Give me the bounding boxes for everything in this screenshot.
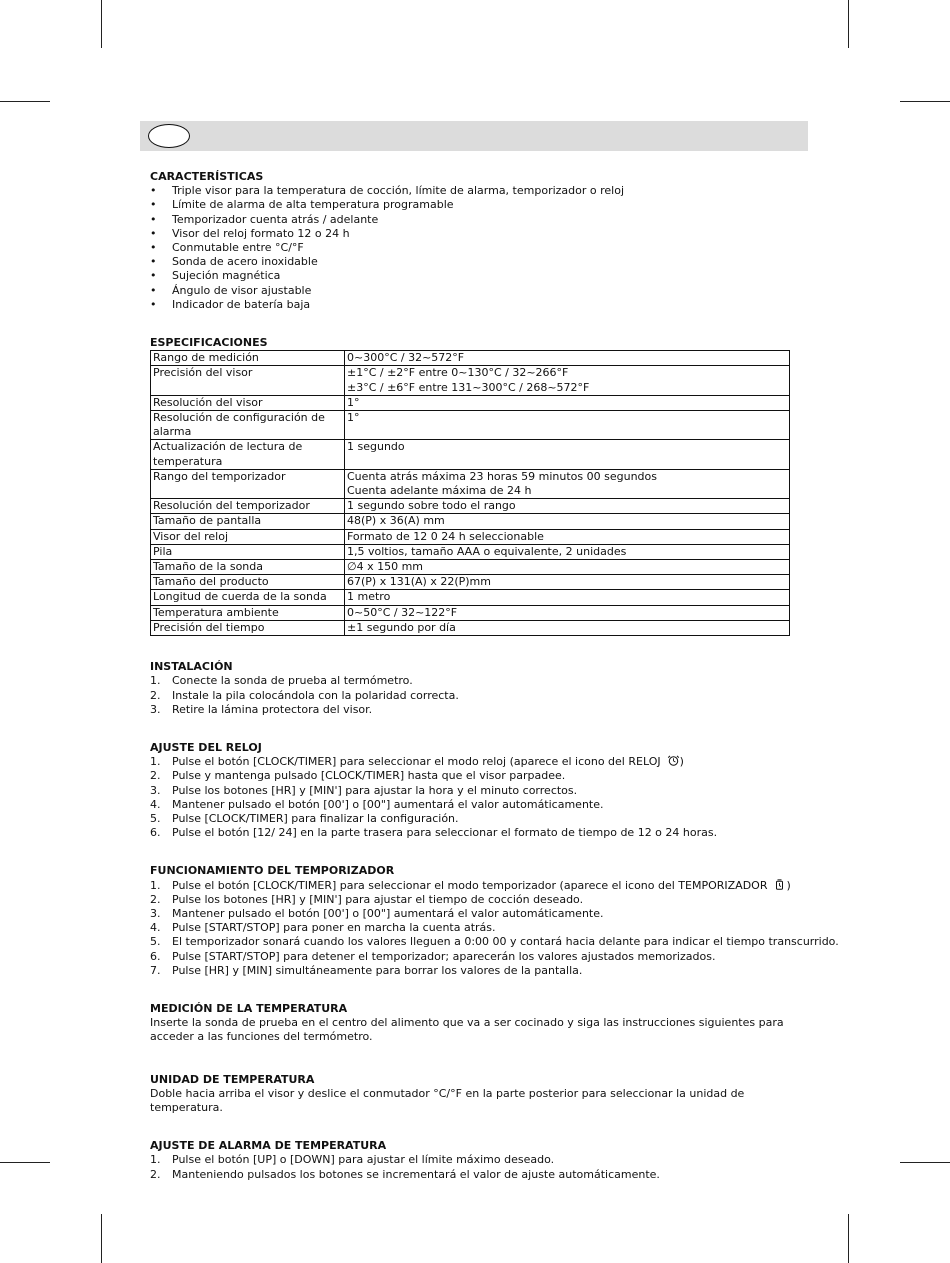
- step-number: 6.: [150, 826, 161, 840]
- step-number: 6.: [150, 949, 161, 963]
- bullet-mark: •: [150, 184, 157, 198]
- spec-value: 0~300°C / 32~572°F: [345, 351, 790, 366]
- specs-section: [150, 336, 790, 636]
- spec-row: [151, 469, 790, 498]
- step-number: 2.: [150, 769, 161, 783]
- feature-item: [150, 213, 790, 227]
- feature-item: [150, 255, 790, 269]
- spec-value: 48(P) x 36(A) mm: [345, 514, 790, 529]
- step-text: El temporizador sonará cuando los valores lleguen a 0:00 00 y contará hacia delante para indicar el tiempo transcurrido.: [172, 935, 839, 949]
- crop-mark: [900, 101, 950, 102]
- bullet-mark: •: [150, 241, 157, 255]
- step-item: [150, 674, 790, 688]
- step-text: Pulse [HR] y [MIN] simultáneamente para borrar los valores de la pantalla.: [172, 963, 583, 977]
- feature-text: Triple visor para la temperatura de cocción, límite de alarma, temporizador o reloj: [172, 184, 625, 198]
- bullet-mark: •: [150, 226, 157, 240]
- spec-label: Resolución del temporizador: [151, 499, 345, 514]
- step-item: [150, 1153, 790, 1167]
- spec-label: Rango de medición: [151, 351, 345, 366]
- step-number: 5.: [150, 935, 161, 949]
- step-item: [150, 921, 790, 935]
- feature-text: Visor del reloj formato 12 o 24 h: [172, 226, 350, 240]
- spec-value: ∅4 x 150 mm: [345, 560, 790, 575]
- bullet-mark: •: [150, 212, 157, 226]
- step-item: [150, 784, 790, 798]
- step-item: [150, 755, 790, 769]
- crop-mark: [0, 1162, 50, 1163]
- crop-mark: [101, 0, 102, 48]
- step-number: 1.: [150, 755, 161, 769]
- spec-label: Resolución de configuración de alarma: [151, 411, 345, 440]
- specs-table: [150, 350, 790, 636]
- step-item: [150, 1168, 790, 1182]
- step-number: 2.: [150, 1167, 161, 1181]
- spec-row: [151, 514, 790, 529]
- specs-heading: ESPECIFICACIONES: [150, 336, 268, 350]
- step-item: [150, 893, 790, 907]
- spec-value: 1 segundo: [345, 440, 790, 469]
- feature-item: [150, 298, 790, 312]
- step-number: 4.: [150, 921, 161, 935]
- crop-mark: [101, 1214, 102, 1263]
- step-number: 2.: [150, 688, 161, 702]
- spec-row: [151, 411, 790, 440]
- step-text: Pulse el botón [UP] o [DOWN] para ajustar el límite máximo deseado.: [172, 1153, 555, 1167]
- step-text: Pulse el botón [CLOCK/TIMER] para seleccionar el modo temporizador (aparece el icono del TEMPORIZADOR: [172, 878, 768, 892]
- feature-item: [150, 184, 790, 198]
- bullet-mark: •: [150, 297, 157, 311]
- step-text: Conecte la sonda de prueba al termómetro.: [172, 674, 413, 688]
- installation-steps: [150, 674, 790, 717]
- step-text: Mantener pulsado el botón [00'] o [00"] aumentará el valor automáticamente.: [172, 906, 604, 920]
- spec-label: Pila: [151, 544, 345, 559]
- spec-label: Tamaño de pantalla: [151, 514, 345, 529]
- bullet-mark: •: [150, 255, 157, 269]
- clock-heading: AJUSTE DEL RELOJ: [150, 740, 262, 754]
- step-text: Instale la pila colocándola con la polaridad correcta.: [172, 688, 459, 702]
- spec-label: Tamaño del producto: [151, 575, 345, 590]
- spec-label: Precisión del tiempo: [151, 620, 345, 635]
- step-text-close: ): [679, 755, 684, 769]
- spec-row: [151, 575, 790, 590]
- feature-item: [150, 269, 790, 283]
- crop-mark: [848, 1214, 849, 1263]
- crop-mark: [0, 101, 50, 102]
- unit-text: Doble hacia arriba el visor y deslice el conmutador °C/°F en la parte posterior para seleccionar la unidad de temperatura.: [150, 1086, 745, 1114]
- step-number: 2.: [150, 892, 161, 906]
- step-item: [150, 907, 790, 921]
- spec-value: Formato de 12 0 24 h seleccionable: [345, 529, 790, 544]
- step-item: [150, 798, 790, 812]
- feature-text: Sonda de acero inoxidable: [172, 255, 318, 269]
- spec-value: 67(P) x 131(A) x 22(P)mm: [345, 575, 790, 590]
- spec-value: Cuenta atrás máxima 23 horas 59 minutos 00 segundos Cuenta adelante máxima de 24 h: [345, 469, 790, 498]
- step-number: 7.: [150, 963, 161, 977]
- step-text: Pulse el botón [CLOCK/TIMER] para seleccionar el modo reloj (aparece el icono del RELOJ: [172, 755, 661, 769]
- feature-item: [150, 227, 790, 241]
- step-item: [150, 964, 790, 978]
- timer-icon: [773, 879, 786, 890]
- step-number: 5.: [150, 811, 161, 825]
- step-text: Pulse [START/STOP] para detener el temporizador; aparecerán los valores ajustados memorizados.: [172, 949, 716, 963]
- unit-heading: UNIDAD DE TEMPERATURA: [150, 1072, 315, 1086]
- manual-content: [150, 170, 839, 1196]
- spec-row: [151, 440, 790, 469]
- spec-label: Actualización de lectura de temperatura: [151, 440, 345, 469]
- step-text: Pulse los botones [HR] y [MIN'] para ajustar la hora y el minuto correctos.: [172, 783, 578, 797]
- spec-label: Longitud de cuerda de la sonda: [151, 590, 345, 605]
- step-number: 1.: [150, 1153, 161, 1167]
- crop-mark: [848, 0, 849, 48]
- alarm-steps: [150, 1153, 790, 1181]
- step-item: [150, 703, 790, 717]
- measurement-heading: MEDICIÓN DE LA TEMPERATURA: [150, 1001, 348, 1015]
- spec-row: [151, 366, 790, 395]
- spec-value: 0~50°C / 32~122°F: [345, 605, 790, 620]
- step-item: [150, 935, 839, 949]
- spec-value: 1,5 voltios, tamaño AAA o equivalente, 2 unidades: [345, 544, 790, 559]
- installation-section: [150, 660, 790, 717]
- step-number: 3.: [150, 702, 161, 716]
- spec-label: Resolución del visor: [151, 395, 345, 410]
- spec-value: 1 segundo sobre todo el rango: [345, 499, 790, 514]
- bullet-mark: •: [150, 198, 157, 212]
- spec-row: [151, 529, 790, 544]
- measurement-section: [150, 1002, 790, 1045]
- step-number: 1.: [150, 878, 161, 892]
- spec-label: Rango del temporizador: [151, 469, 345, 498]
- alarm-section: [150, 1139, 790, 1182]
- feature-text: Ángulo de visor ajustable: [172, 283, 312, 297]
- step-item: [150, 689, 790, 703]
- step-item: [150, 826, 790, 840]
- step-text: Retire la lámina protectora del visor.: [172, 702, 373, 716]
- features-list: [150, 184, 790, 312]
- header-band: [140, 121, 808, 151]
- spec-value: ±1°C / ±2°F entre 0~130°C / 32~266°F ±3°C / ±6°F entre 131~300°C / 268~572°F: [345, 366, 790, 395]
- spec-label: Precisión del visor: [151, 366, 345, 395]
- timer-steps: [150, 878, 839, 978]
- spec-row: [151, 544, 790, 559]
- step-text: Pulse el botón [12/ 24] en la parte trasera para seleccionar el formato de tiempo de 12 o 24 horas.: [172, 826, 718, 840]
- step-text: Mantener pulsado el botón [00'] o [00"] aumentará el valor automáticamente.: [172, 797, 604, 811]
- feature-item: [150, 198, 790, 212]
- bullet-mark: •: [150, 283, 157, 297]
- step-text: Manteniendo pulsados los botones se incrementará el valor de ajuste automáticamente.: [172, 1167, 660, 1181]
- feature-item: [150, 241, 790, 255]
- spec-value: 1°: [345, 411, 790, 440]
- features-heading: CARACTERÍSTICAS: [150, 170, 264, 183]
- feature-item: [150, 284, 790, 298]
- spec-row: [151, 351, 790, 366]
- spec-value: ±1 segundo por día: [345, 620, 790, 635]
- feature-text: Sujeción magnética: [172, 269, 281, 283]
- spec-row: [151, 499, 790, 514]
- step-number: 4.: [150, 797, 161, 811]
- installation-heading: INSTALACIÓN: [150, 660, 233, 674]
- step-text: Pulse los botones [HR] y [MIN'] para ajustar el tiempo de cocción deseado.: [172, 892, 584, 906]
- spec-row: [151, 620, 790, 635]
- spec-value: 1 metro: [345, 590, 790, 605]
- spec-value: 1°: [345, 395, 790, 410]
- step-item: [150, 769, 790, 783]
- unit-section: [150, 1073, 790, 1116]
- spec-row: [151, 605, 790, 620]
- clock-section: [150, 741, 790, 840]
- spec-row: [151, 590, 790, 605]
- alarm-heading: AJUSTE DE ALARMA DE TEMPERATURA: [150, 1139, 387, 1153]
- feature-text: Conmutable entre °C/°F: [172, 241, 304, 255]
- feature-text: Límite de alarma de alta temperatura programable: [172, 198, 454, 212]
- timer-section: [150, 864, 839, 978]
- step-item: [150, 812, 790, 826]
- measurement-text: Inserte la sonda de prueba en el centro del alimento que va a ser cocinado y siga las instrucciones siguientes para acceder a las funciones del termómetro.: [150, 1016, 784, 1044]
- crop-mark: [900, 1162, 950, 1163]
- step-text: Pulse y mantenga pulsado [CLOCK/TIMER] hasta que el visor parpadee.: [172, 769, 566, 783]
- spec-row: [151, 395, 790, 410]
- feature-text: Indicador de batería baja: [172, 297, 311, 311]
- feature-text: Temporizador cuenta atrás / adelante: [172, 212, 379, 226]
- bullet-mark: •: [150, 269, 157, 283]
- language-badge: [148, 124, 190, 148]
- step-text: Pulse [START/STOP] para poner en marcha la cuenta atrás.: [172, 921, 496, 935]
- timer-heading: FUNCIONAMIENTO DEL TEMPORIZADOR: [150, 864, 395, 878]
- step-number: 3.: [150, 783, 161, 797]
- features-section: [150, 170, 790, 312]
- step-text: Pulse [CLOCK/TIMER] para finalizar la configuración.: [172, 811, 459, 825]
- spec-label: Tamaño de la sonda: [151, 560, 345, 575]
- step-number: 3.: [150, 906, 161, 920]
- step-number: 1.: [150, 674, 161, 688]
- spec-label: Temperatura ambiente: [151, 605, 345, 620]
- spec-label: Visor del reloj: [151, 529, 345, 544]
- spec-row: [151, 560, 790, 575]
- step-item: [150, 950, 790, 964]
- step-item: [150, 879, 790, 893]
- clock-icon: [667, 755, 680, 766]
- step-text-close: ): [786, 878, 791, 892]
- clock-steps: [150, 755, 790, 840]
